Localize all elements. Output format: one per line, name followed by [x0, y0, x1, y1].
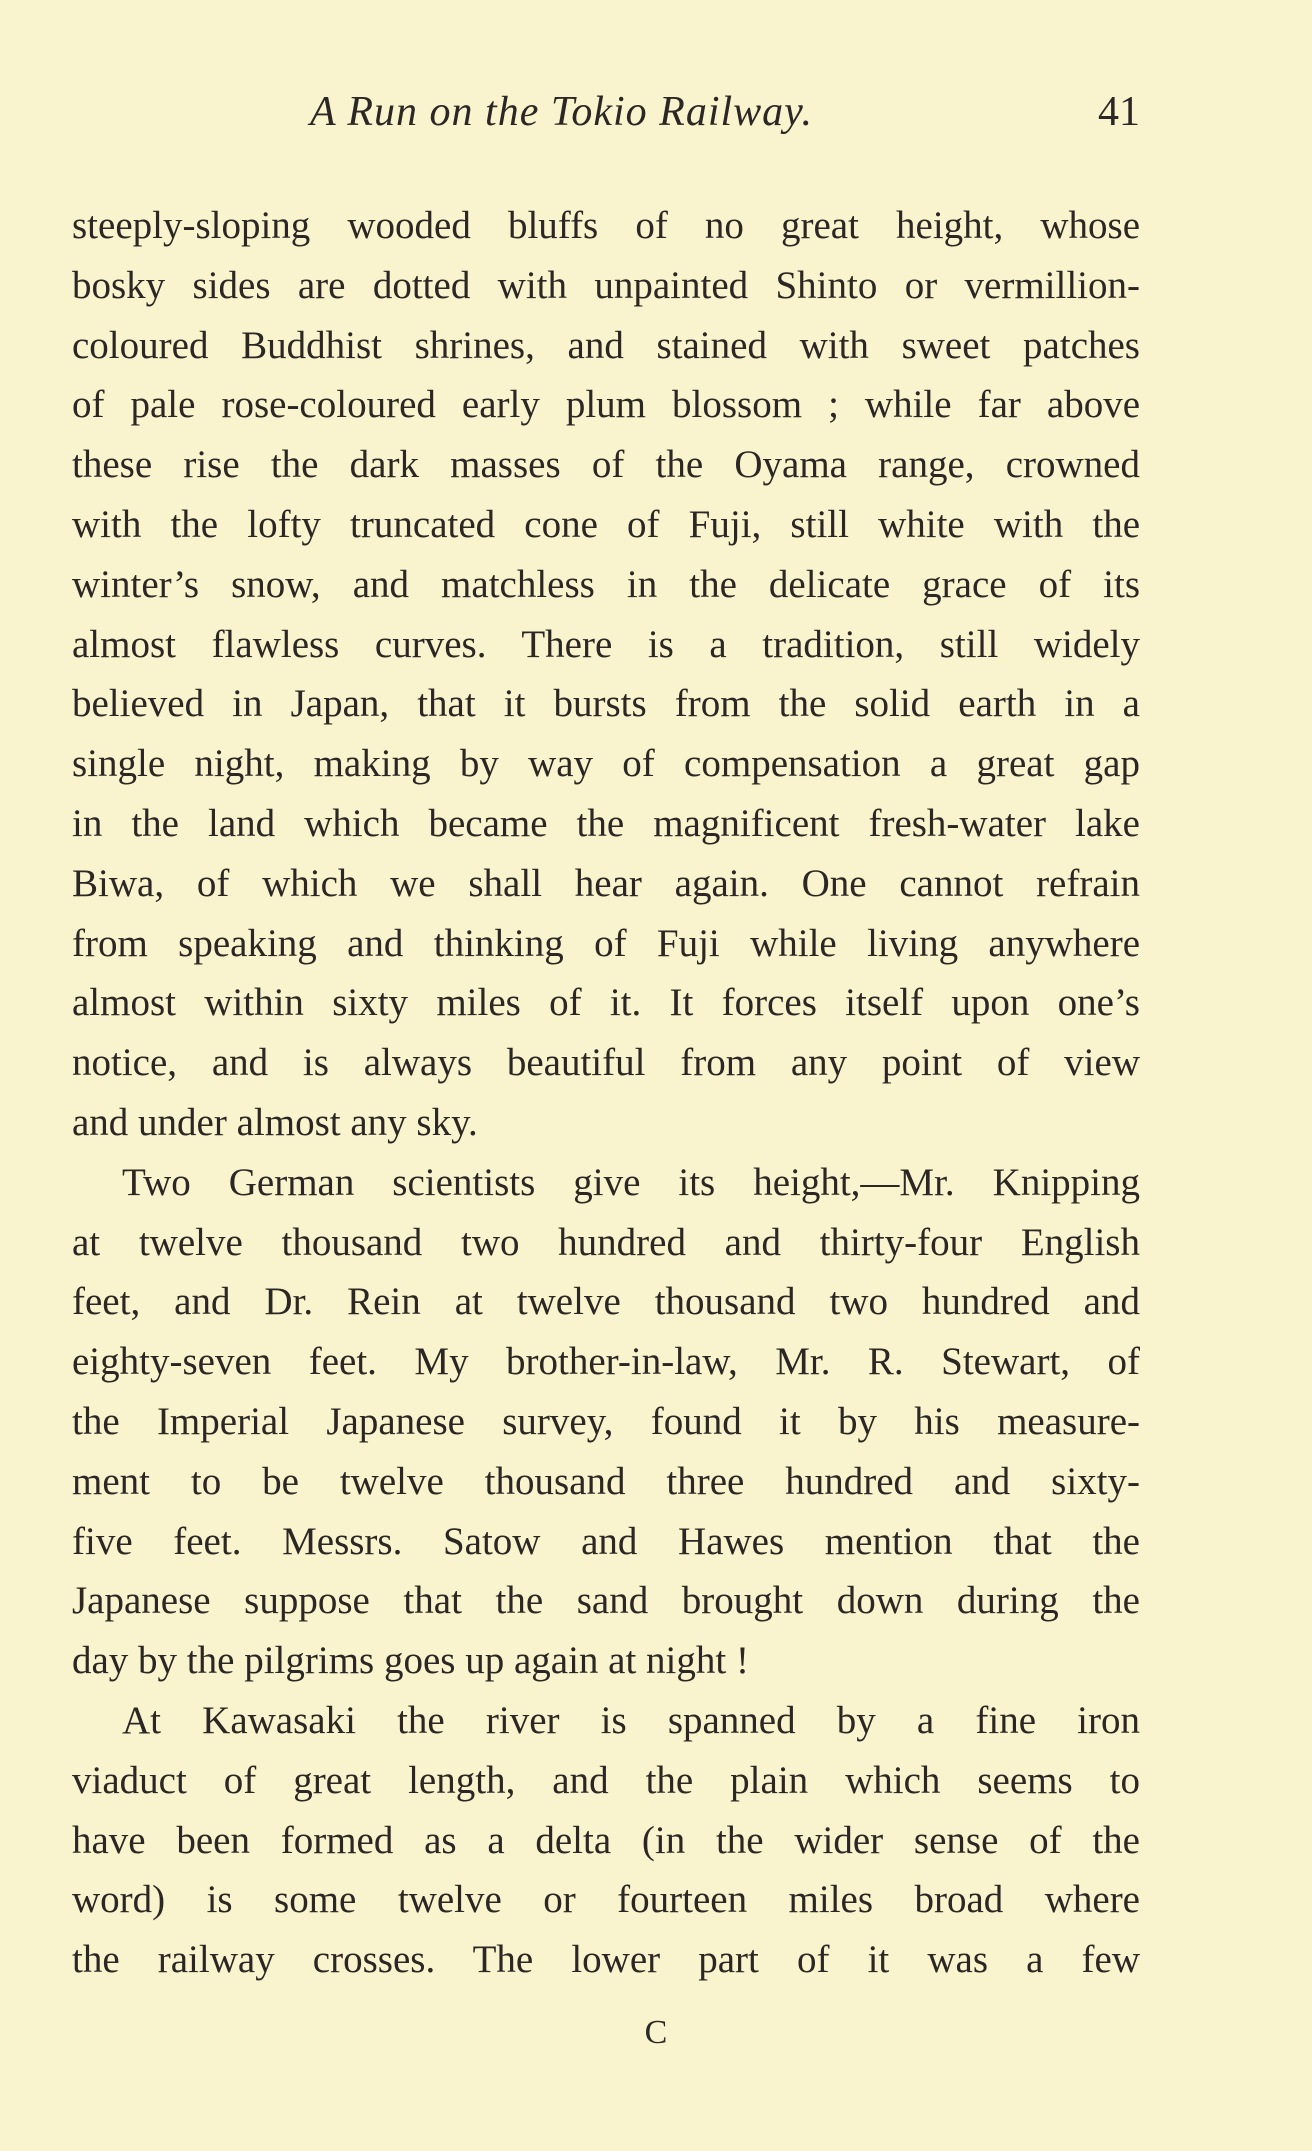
running-head: [72, 88, 1140, 148]
text-line: bosky sides are dotted with unpainted Shinto or vermillion-: [72, 263, 1140, 307]
text-line: steeply-sloping wooded bluffs of no great height, whose: [72, 204, 1140, 247]
text-line: almost within sixty miles of it. It forces itself upon one’s: [72, 981, 1140, 1025]
text-line: Japanese suppose that the sand brought down during the: [72, 1579, 1140, 1623]
text-line: in the land which became the magnificent fresh-water lake: [72, 801, 1140, 845]
text-line: word) is some twelve or fourteen miles broad where: [72, 1878, 1140, 1922]
text-line: feet, and Dr. Rein at twelve thousand two hundred and: [72, 1280, 1140, 1324]
text-line: believed in Japan, that it bursts from the solid earth in a: [72, 682, 1140, 726]
text-line: from speaking and thinking of Fuji while living anywhere: [72, 921, 1140, 965]
text-line: ment to be twelve thousand three hundred and sixty-: [72, 1459, 1140, 1503]
text-line: and under almost any sky.: [72, 1100, 478, 1144]
text-line: of pale rose-coloured early plum blossom ; while far above: [72, 383, 1140, 427]
text-line: winter’s snow, and matchless in the delicate grace of its: [72, 562, 1140, 606]
text-line: have been formed as a delta (in the wider sense of the: [72, 1818, 1140, 1862]
text-line: viaduct of great length, and the plain which seems to: [72, 1758, 1140, 1802]
text-line: day by the pilgrims goes up again at night !: [72, 1639, 749, 1683]
text-line: these rise the dark masses of the Oyama range, crowned: [72, 443, 1140, 487]
text-line: at twelve thousand two hundred and thirty-four English: [72, 1220, 1140, 1264]
text-line: almost flawless curves. There is a tradition, still widely: [72, 622, 1140, 666]
text-line: the railway crosses. The lower part of it was a few: [72, 1938, 1140, 1982]
page-number: 41: [1098, 89, 1140, 135]
signature-mark: C: [644, 2014, 668, 2051]
text-line: the Imperial Japanese survey, found it by his measure-: [72, 1399, 1140, 1443]
text-line: with the lofty truncated cone of Fuji, still white with the: [72, 502, 1140, 546]
body-text: [72, 196, 1140, 1990]
text-line: Two German scientists give its height,—Mr. Knipping: [122, 1160, 1140, 1204]
text-line: Biwa, of which we shall hear again. One cannot refrain: [72, 861, 1140, 905]
text-line: five feet. Messrs. Satow and Hawes mention that the: [72, 1519, 1140, 1563]
text-line: At Kawasaki the river is spanned by a fine iron: [122, 1698, 1140, 1742]
text-line: notice, and is always beautiful from any point of view: [72, 1041, 1140, 1085]
text-line: eighty-seven feet. My brother-in-law, Mr. R. Stewart, of: [72, 1340, 1140, 1384]
running-title: A Run on the Tokio Railway.: [310, 89, 814, 135]
text-line: coloured Buddhist shrines, and stained with sweet patches: [72, 323, 1140, 367]
text-line: single night, making by way of compensation a great gap: [72, 742, 1140, 786]
